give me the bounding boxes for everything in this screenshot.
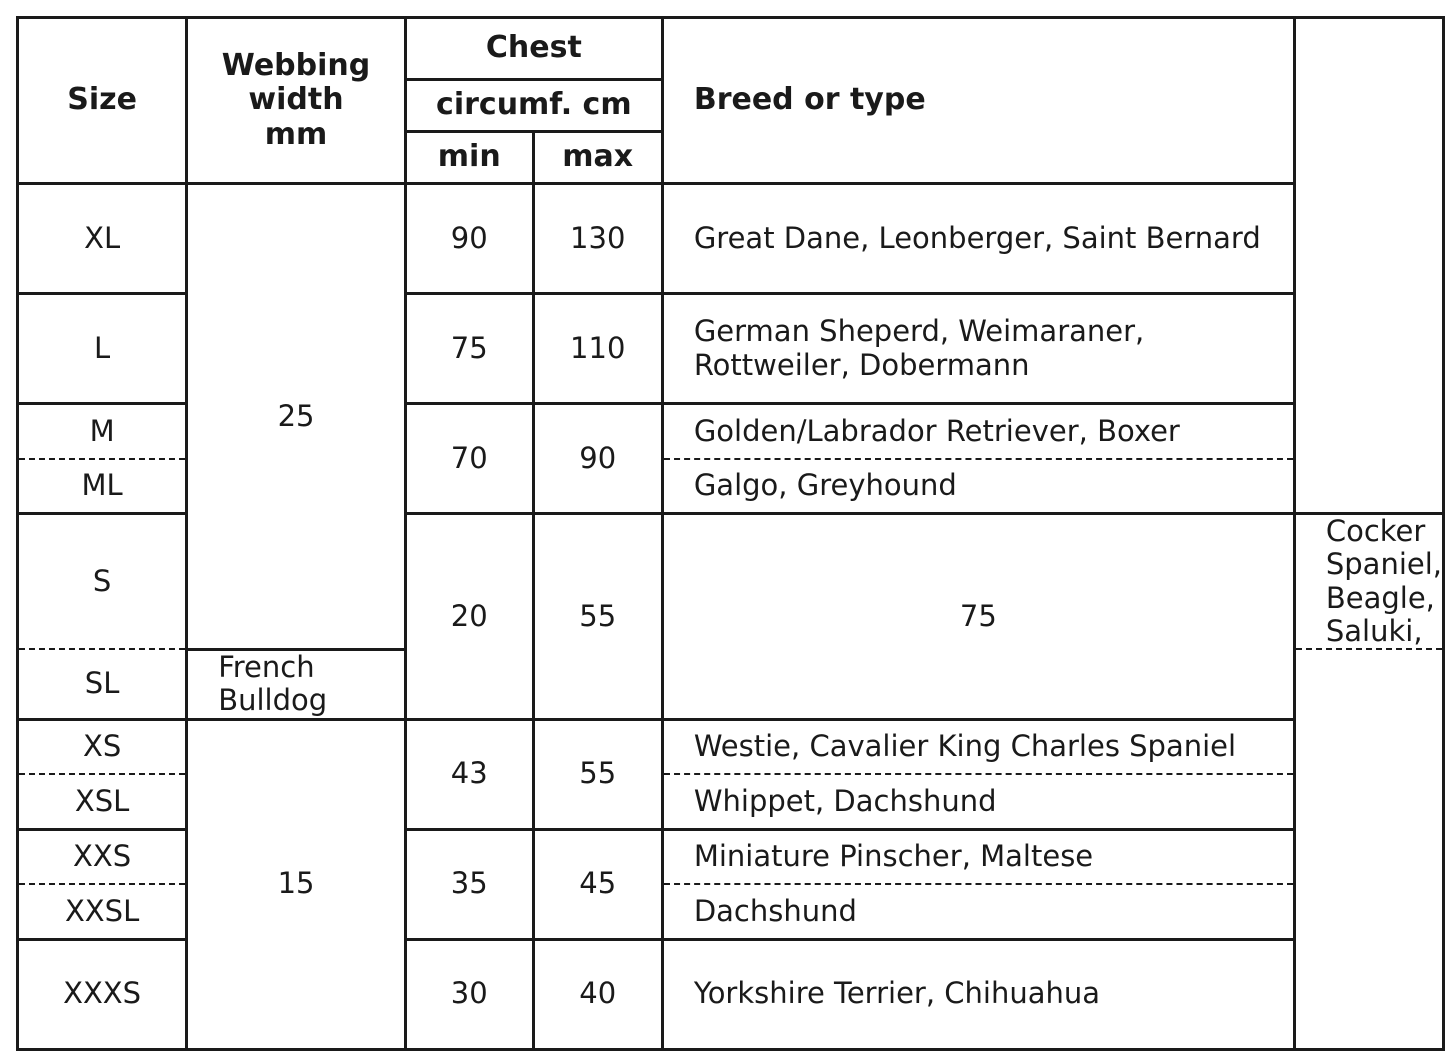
webbing-cell: 15 xyxy=(187,719,406,1049)
breed-cell: Miniature Pinscher, Maltese xyxy=(662,829,1294,884)
breed-cell: Great Dane, Leonberger, Saint Bernard xyxy=(662,184,1294,294)
chest-max-cell: 55 xyxy=(533,719,662,829)
size-cell: XXSL xyxy=(18,884,187,939)
chest-min-cell: 55 xyxy=(533,514,662,720)
breed-cell xyxy=(662,294,1294,404)
chest-max-cell: 40 xyxy=(533,939,662,1049)
header-webbing-line: Webbing xyxy=(221,47,371,83)
header-min: min xyxy=(405,132,533,184)
header-breed: Breed or type xyxy=(662,18,1294,184)
breed-cell: Golden/Labrador Retriever, Boxer xyxy=(662,404,1294,459)
breed-cell: Whippet, Dachshund xyxy=(662,774,1294,829)
chest-min-cell: 75 xyxy=(405,294,533,404)
header-size: Size xyxy=(18,18,187,184)
breed-cell: Yorkshire Terrier, Chihuahua xyxy=(662,939,1294,1049)
size-cell: M xyxy=(18,404,187,459)
size-cell: XSL xyxy=(18,774,187,829)
chest-max-cell: 110 xyxy=(533,294,662,404)
breed-cell: Dachshund xyxy=(662,884,1294,939)
header-chest: Chest xyxy=(405,18,662,80)
chest-max-cell: 75 xyxy=(662,514,1294,720)
header-max: max xyxy=(533,132,662,184)
size-chart-table xyxy=(16,16,1445,1051)
breed-line: Rottweiler, Dobermann xyxy=(693,347,1030,382)
breed-cell: Galgo, Greyhound xyxy=(662,459,1294,514)
size-cell: XL xyxy=(18,184,187,294)
chest-min-cell: 70 xyxy=(405,404,533,514)
size-cell: ML xyxy=(18,459,187,514)
chest-min-cell: 90 xyxy=(405,184,533,294)
breed-cell: Cocker Spaniel, Beagle, Saluki, xyxy=(1294,514,1443,650)
header-webbing-width xyxy=(187,18,406,184)
size-cell: XXXS xyxy=(18,939,187,1049)
header-circumf: circumf. cm xyxy=(405,80,662,132)
chest-max-cell: 45 xyxy=(533,829,662,939)
size-cell: SL xyxy=(18,649,187,719)
size-cell: L xyxy=(18,294,187,404)
breed-cell: Westie, Cavalier King Charles Spaniel xyxy=(662,719,1294,774)
webbing-cell: 25 xyxy=(187,184,406,650)
webbing-cell: 20 xyxy=(405,514,533,720)
size-cell: XS xyxy=(18,719,187,774)
chest-max-cell: 90 xyxy=(533,404,662,514)
header-webbing-line: width xyxy=(248,82,344,118)
breed-line: German Sheperd, Weimaraner, xyxy=(693,314,1145,349)
size-cell: XXS xyxy=(18,829,187,884)
chest-min-cell: 35 xyxy=(405,829,533,939)
header-webbing-line: mm xyxy=(264,116,328,152)
chest-min-cell: 43 xyxy=(405,719,533,829)
size-cell: S xyxy=(18,514,187,650)
chest-min-cell: 30 xyxy=(405,939,533,1049)
chest-max-cell: 130 xyxy=(533,184,662,294)
breed-cell: French Bulldog xyxy=(187,649,406,719)
